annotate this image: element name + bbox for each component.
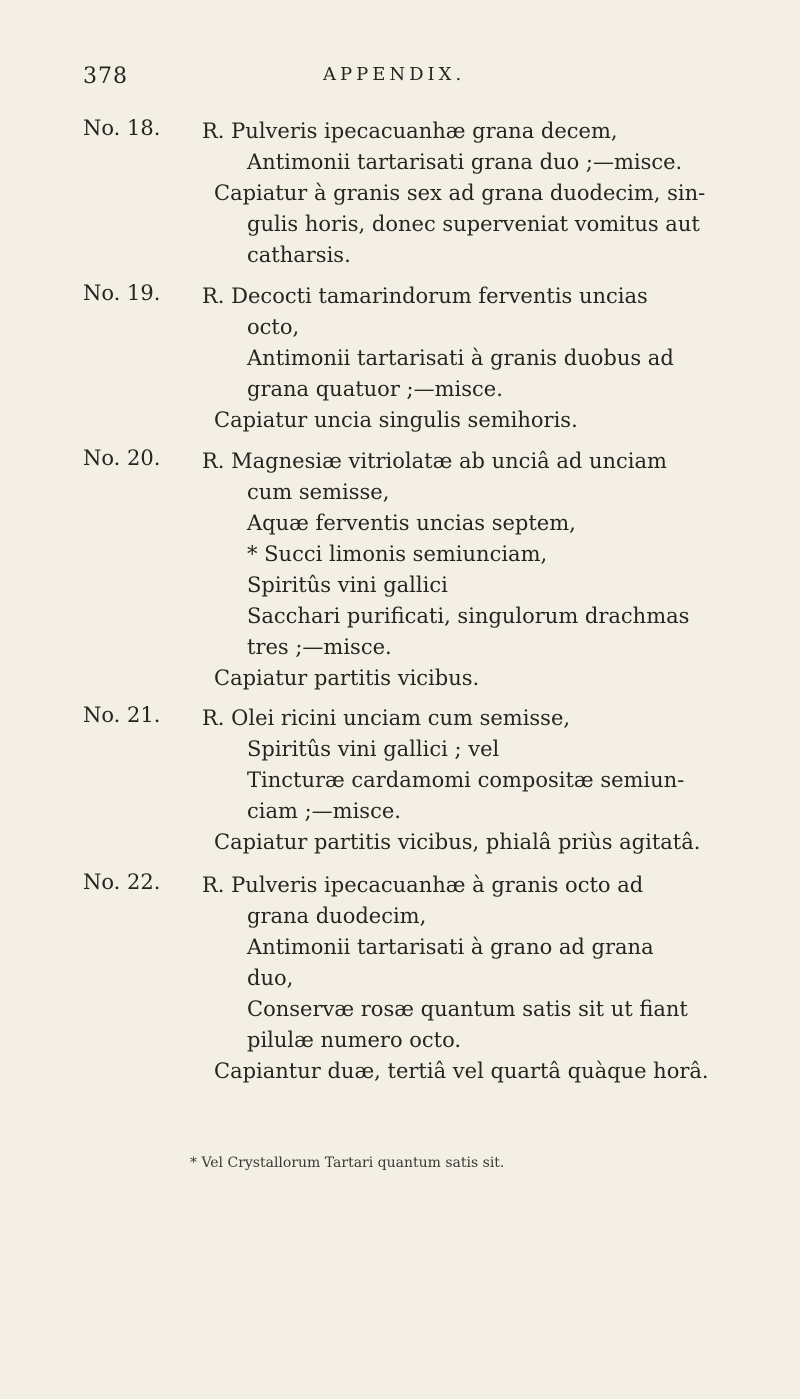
prescription-text xyxy=(202,446,772,694)
page-header xyxy=(83,64,713,98)
text-line: Capiatur partitis vicibus. xyxy=(214,666,480,690)
text-line: Spiritûs vini gallici xyxy=(247,573,448,597)
prescription-text xyxy=(202,281,772,436)
text-line: Aquæ ferventis uncias septem, xyxy=(247,511,576,535)
prescription-text xyxy=(202,116,772,271)
footnote: * Vel Crystallorum Tartari quantum satis sit. xyxy=(190,1155,505,1171)
text-line: gulis horis, donec superveniat vomitus aut xyxy=(247,212,700,236)
text-line: R. Decocti tamarindorum ferventis uncias xyxy=(202,284,648,308)
text-line: Sacchari purificati, singulorum drachmas xyxy=(247,604,690,628)
text-line: Spiritûs vini gallici ; vel xyxy=(247,737,500,761)
text-line: Capiantur duæ, tertiâ vel quartâ quàque horâ. xyxy=(214,1059,709,1083)
text-line: Capiatur uncia singulis semihoris. xyxy=(214,408,578,432)
text-line: octo, xyxy=(247,315,300,339)
prescription-text xyxy=(202,870,772,1087)
prescription-number: No. 20. xyxy=(83,446,161,470)
page-number: 378 xyxy=(83,64,128,89)
text-line: Capiatur partitis vicibus, phialâ priùs agitatâ. xyxy=(214,830,701,854)
text-line: Tincturæ cardamomi compositæ semiun- xyxy=(247,768,685,792)
text-line: Antimonii tartarisati à granis duobus ad xyxy=(247,346,674,370)
text-line: R. Pulveris ipecacuanhæ grana decem, xyxy=(202,119,618,143)
text-line: ciam ;—misce. xyxy=(247,799,401,823)
text-line: R. Pulveris ipecacuanhæ à granis octo ad xyxy=(202,873,644,897)
text-line: pilulæ numero octo. xyxy=(247,1028,462,1052)
text-line: duo, xyxy=(247,966,294,990)
prescription-number: No. 21. xyxy=(83,703,161,727)
running-head: APPENDIX. xyxy=(323,64,466,85)
text-line: R. Olei ricini unciam cum semisse, xyxy=(202,706,571,730)
text-line: Antimonii tartarisati grana duo ;—misce. xyxy=(247,150,683,174)
text-line: tres ;—misce. xyxy=(247,635,392,659)
text-line: cum semisse, xyxy=(247,480,390,504)
text-line: grana duodecim, xyxy=(247,904,427,928)
prescription-number: No. 19. xyxy=(83,281,161,305)
text-line: Antimonii tartarisati à grano ad grana xyxy=(247,935,654,959)
text-line: * Succi limonis semiunciam, xyxy=(247,542,548,566)
text-line: R. Magnesiæ vitriolatæ ab unciâ ad unciam xyxy=(202,449,667,473)
prescription-text xyxy=(202,703,772,858)
text-line: catharsis. xyxy=(247,243,351,267)
prescription-number: No. 22. xyxy=(83,870,161,894)
text-line: Conservæ rosæ quantum satis sit ut fiant xyxy=(247,997,688,1021)
prescription-number: No. 18. xyxy=(83,116,161,140)
text-line: grana quatuor ;—misce. xyxy=(247,377,503,401)
text-line: Capiatur à granis sex ad grana duodecim, sin- xyxy=(214,181,706,205)
